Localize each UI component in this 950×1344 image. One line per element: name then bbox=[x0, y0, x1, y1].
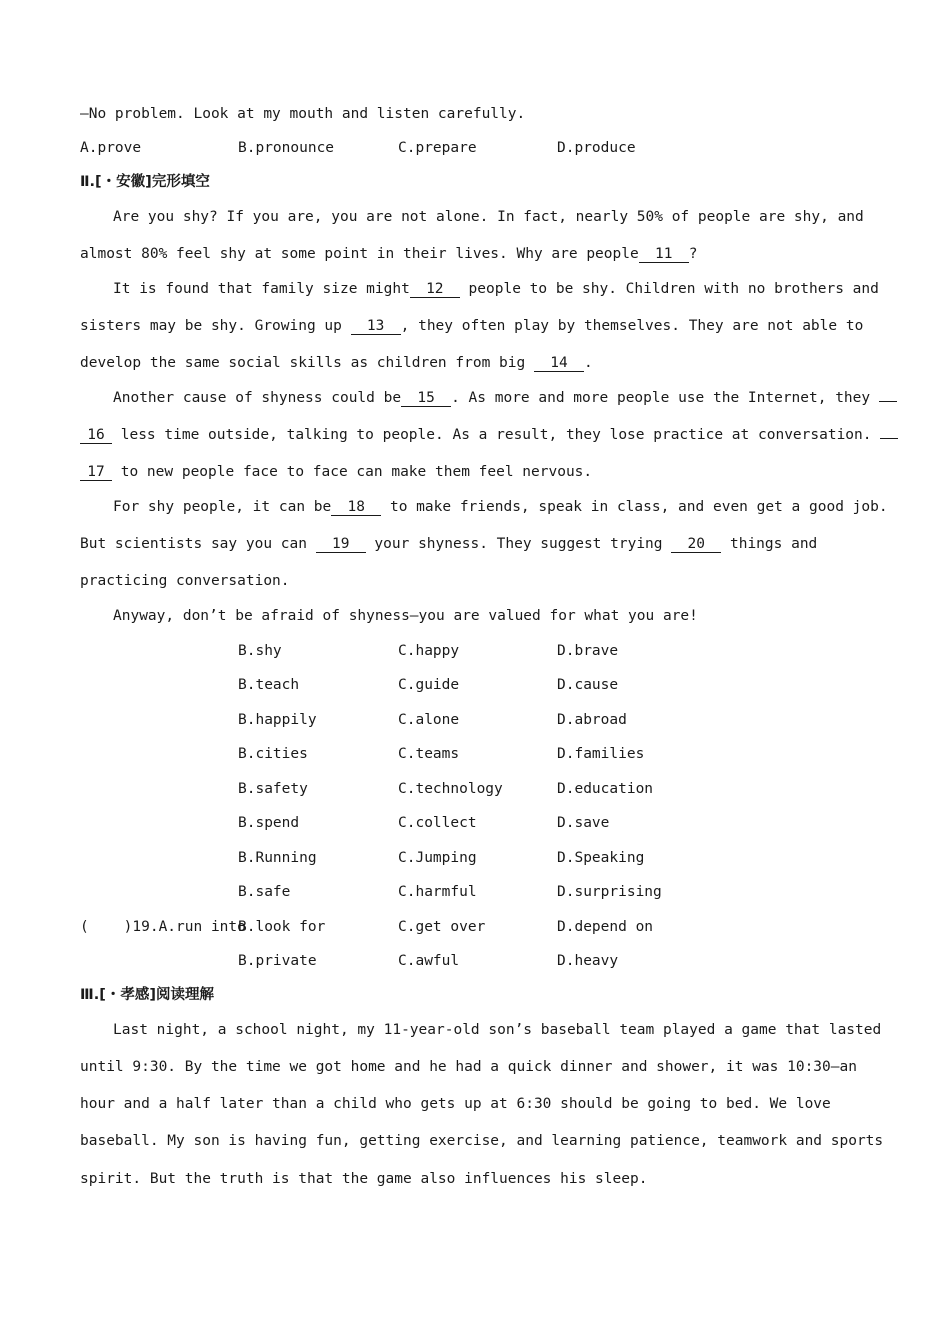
option-b: B.pronounce bbox=[238, 140, 335, 156]
text-run: For shy people, it can be bbox=[113, 499, 332, 515]
choice-d: D.heavy bbox=[557, 953, 619, 969]
blank-16: 16 bbox=[80, 427, 112, 444]
choice-c: C.happy bbox=[398, 643, 460, 659]
choice-d: D.cause bbox=[557, 677, 619, 693]
choice-d: D.families bbox=[557, 746, 645, 762]
choice-c: C.teams bbox=[398, 746, 460, 762]
choice-c: C.technology bbox=[398, 781, 503, 797]
choice-a: ( )19.A.run into bbox=[80, 919, 246, 935]
text-run: develop the same social skills as children from big bbox=[80, 355, 534, 371]
p3-line2 bbox=[80, 425, 898, 445]
choice-c: C.alone bbox=[398, 712, 460, 728]
text-run: your shyness. They suggest trying bbox=[365, 536, 672, 552]
choice-b: B.spend bbox=[238, 815, 300, 831]
text-run: . bbox=[583, 355, 593, 371]
choice-b: B.cities bbox=[238, 746, 308, 762]
choice-b: B.teach bbox=[238, 677, 300, 693]
p2-line3 bbox=[80, 353, 593, 373]
text-run: ? bbox=[688, 246, 698, 262]
choice-d: D.education bbox=[557, 781, 654, 797]
p4-line2 bbox=[80, 534, 817, 554]
p3-line1 bbox=[113, 388, 897, 408]
option-d: D.produce bbox=[557, 140, 636, 156]
choice-d: D.save bbox=[557, 815, 610, 831]
text-run: , they often play by themselves. They are not able to bbox=[400, 318, 864, 334]
text-run: to new people face to face can make them feel nervous. bbox=[112, 464, 593, 480]
choice-b: B.Running bbox=[238, 850, 317, 866]
choice-c: C.get over bbox=[398, 919, 486, 935]
reading-line3: hour and a half later than a child who gets up at 6:30 should be going to bed. We love bbox=[80, 1096, 831, 1112]
choice-b: B.shy bbox=[238, 643, 282, 659]
choice-b: B.happily bbox=[238, 712, 317, 728]
choice-b: B.look for bbox=[238, 919, 326, 935]
text-run: Another cause of shyness could be bbox=[113, 390, 402, 406]
text-run: people to be shy. Children with no brothers and bbox=[459, 281, 879, 297]
choice-d: D.brave bbox=[557, 643, 619, 659]
option-c: C.prepare bbox=[398, 140, 477, 156]
blank-12: 12 bbox=[410, 281, 460, 298]
blank-20: 20 bbox=[671, 536, 721, 553]
text-run: almost 80% feel shy at some point in their lives. Why are people bbox=[80, 246, 639, 262]
option-a: A.prove bbox=[80, 140, 142, 156]
text-run: But scientists say you can bbox=[80, 536, 316, 552]
text-run: less time outside, talking to people. As a result, they lose practice at conversation. bbox=[112, 427, 881, 443]
blank-19: 19 bbox=[316, 536, 366, 553]
choice-d: D.depend on bbox=[557, 919, 654, 935]
choice-c: C.collect bbox=[398, 815, 477, 831]
blank-17: 17 bbox=[80, 464, 112, 481]
p5-line: Anyway, don’t be afraid of shyness—you are valued for what you are! bbox=[113, 608, 698, 624]
text-run: It is found that family size might bbox=[113, 281, 410, 297]
choice-c: C.Jumping bbox=[398, 850, 477, 866]
blank-17-start bbox=[880, 438, 898, 439]
reading-line5: spirit. But the truth is that the game also influences his sleep. bbox=[80, 1171, 648, 1187]
choice-d: D.abroad bbox=[557, 712, 627, 728]
blank-18: 18 bbox=[331, 499, 381, 516]
reading-line2: until 9:30. By the time we got home and he had a quick dinner and shower, it was 10:30—an bbox=[80, 1059, 857, 1075]
blank-15: 15 bbox=[401, 390, 451, 407]
p4-line3: practicing conversation. bbox=[80, 573, 290, 589]
choice-c: C.harmful bbox=[398, 884, 477, 900]
reading-line4: baseball. My son is having fun, getting exercise, and learning patience, teamwork and sports bbox=[80, 1133, 884, 1149]
choice-b: B.private bbox=[238, 953, 317, 969]
blank-13: 13 bbox=[351, 318, 401, 335]
text-run: sisters may be shy. Growing up bbox=[80, 318, 351, 334]
text-run: . As more and more people use the Internet, they bbox=[451, 390, 879, 406]
blank-14: 14 bbox=[534, 355, 584, 372]
p2-line1 bbox=[113, 279, 879, 299]
text-run: things and bbox=[721, 536, 818, 552]
p4-line1 bbox=[113, 497, 888, 517]
choice-b: B.safe bbox=[238, 884, 291, 900]
p1-line2 bbox=[80, 244, 697, 264]
section3-heading: Ⅲ.[・孝感]阅读理解 bbox=[80, 987, 214, 1003]
text-run: to make friends, speak in class, and even get a good job. bbox=[381, 499, 888, 515]
choice-d: D.surprising bbox=[557, 884, 662, 900]
blank-11: 11 bbox=[639, 246, 689, 263]
p2-line2 bbox=[80, 316, 863, 336]
choice-b: B.safety bbox=[238, 781, 308, 797]
choice-c: C.guide bbox=[398, 677, 460, 693]
p3-line3 bbox=[80, 462, 592, 482]
section2-heading: Ⅱ.[・安徽]完形填空 bbox=[80, 174, 210, 190]
choice-d: D.Speaking bbox=[557, 850, 645, 866]
blank-16-start bbox=[879, 401, 897, 402]
choice-c: C.awful bbox=[398, 953, 460, 969]
dialog-line: —No problem. Look at my mouth and listen carefully. bbox=[80, 106, 526, 122]
reading-line1: Last night, a school night, my 11-year-old son’s baseball team played a game that lasted bbox=[113, 1022, 882, 1038]
p1-line1: Are you shy? If you are, you are not alone. In fact, nearly 50% of people are shy, and bbox=[113, 209, 864, 225]
